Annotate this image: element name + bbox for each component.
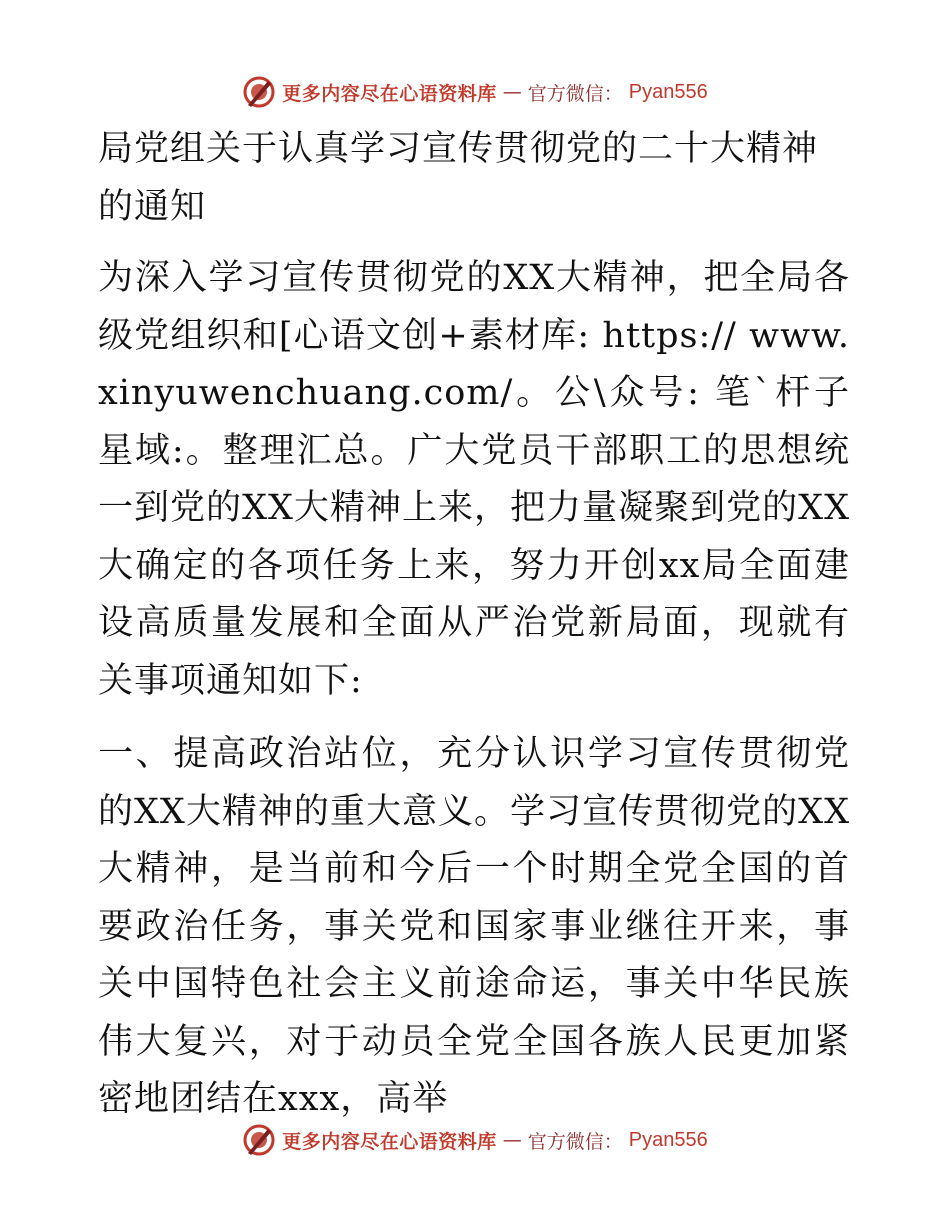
header-banner: [0, 70, 950, 114]
document-title: 局党组关于认真学习宣传贯彻党的二十大精神的通知: [98, 129, 819, 227]
banner-wechat-label: 官方微信：: [527, 82, 623, 105]
banner-wechat-id: Pyan556: [628, 1128, 708, 1151]
banner-wechat-id: Pyan556: [628, 80, 708, 103]
document-body: [98, 120, 850, 1129]
footer-banner: [0, 1118, 950, 1162]
banner-separator: —: [502, 81, 522, 103]
banner-separator: —: [502, 1129, 522, 1151]
quill-pen-seal-icon: [242, 75, 276, 109]
quill-pen-seal-icon: [242, 1123, 276, 1157]
banner-wechat-label: 官方微信：: [527, 1130, 623, 1153]
banner-text: 更多内容尽在心语资料库: [282, 82, 497, 105]
banner-text: 更多内容尽在心语资料库: [282, 1130, 497, 1153]
paragraph-section-one: 一、提高政治站位，充分认识学习宣传贯彻党的XX大精神的重大意义。学习宣传贯彻党的XX大精神，是当前和今后一个时期全党全国的首要政治任务，事关党和国家事业继往开来，事关中国特色社会主义前途命运，事关中华民族伟大复兴，对于动员全党全国各族人民更加紧密地团结在xxx，高举: [98, 734, 850, 1119]
paragraph-intro: 为深入学习宣传贯彻党的XX大精神，把全局各级党组织和[心语文创+素材库: https:// www.xinyuwenchuang.com/。公\众号: 笔`杆子星域:。整理汇总。广大党员干部职工的思想统一到党的XX大精神上来，把力量凝聚到党的XX大确定的各项任务上来，努力开创xx局全面建设高质量发展和全面从严治党新局面，现就有关事项通知如下:: [98, 258, 850, 701]
